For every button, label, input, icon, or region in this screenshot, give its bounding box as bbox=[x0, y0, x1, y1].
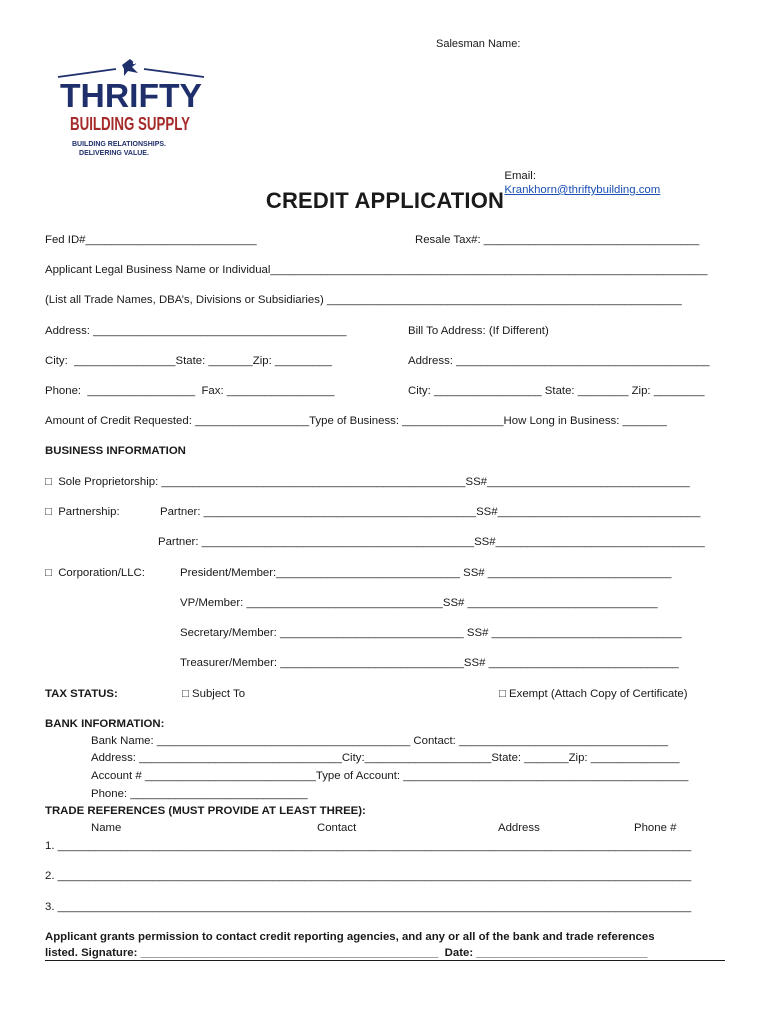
salesman-name-label: Salesman Name: bbox=[436, 38, 521, 50]
svg-text:BUILDING RELATIONSHIPS.: BUILDING RELATIONSHIPS. bbox=[72, 141, 166, 148]
resale-tax-field[interactable]: Resale Tax#: __________________________________ bbox=[415, 234, 700, 246]
page-title: CREDIT APPLICATION bbox=[265, 188, 505, 213]
trade-reference-3[interactable]: 3. ____________________________________________________________________________________________________ bbox=[45, 901, 692, 913]
column-contact-label: Contact bbox=[317, 822, 357, 834]
permission-text: Applicant grants permission to contact credit reporting agencies, and any or all of the bank and trade references bbox=[45, 931, 655, 943]
business-info-heading: BUSINESS INFORMATION bbox=[45, 445, 186, 457]
secretary-field[interactable]: Secretary/Member: _____________________________ SS# ______________________________ bbox=[180, 627, 682, 639]
sole-proprietorship-checkbox[interactable]: □ Sole Proprietorship: ________________________________________________SS#________________________________ bbox=[45, 476, 690, 488]
trade-names-field[interactable]: (List all Trade Names, DBA’s, Divisions or Subsidiaries) ________________________________________________________ bbox=[45, 294, 682, 306]
bank-info-heading: BANK INFORMATION: bbox=[45, 718, 165, 730]
bank-phone-field[interactable]: Phone: ____________________________ bbox=[91, 788, 308, 800]
email-label: Email: bbox=[504, 170, 536, 182]
column-name-label: Name bbox=[91, 822, 122, 834]
fed-id-field[interactable]: Fed ID#___________________________ bbox=[45, 234, 257, 246]
phone-fax-field[interactable]: Phone: _________________ Fax: _________________ bbox=[45, 385, 335, 397]
treasurer-field[interactable]: Treasurer/Member: _____________________________SS# ______________________________ bbox=[180, 657, 679, 669]
column-phone-label: Phone # bbox=[634, 822, 677, 834]
bottom-divider bbox=[45, 960, 725, 961]
legal-name-field[interactable]: Applicant Legal Business Name or Individual_____________________________________________________________________ bbox=[45, 264, 708, 276]
trade-references-heading: TRADE REFERENCES (MUST PROVIDE AT LEAST THREE): bbox=[45, 805, 366, 817]
partnership-checkbox[interactable]: □ Partnership: bbox=[45, 506, 120, 518]
bird-icon bbox=[122, 59, 138, 76]
bill-to-address-field[interactable]: Address: ________________________________________ bbox=[408, 355, 710, 367]
bill-to-label: Bill To Address: (If Different) bbox=[408, 325, 549, 337]
partner-2-field[interactable]: Partner: ___________________________________________SS#_________________________________ bbox=[158, 536, 705, 548]
exempt-checkbox[interactable]: □ Exempt (Attach Copy of Certificate) bbox=[499, 688, 688, 700]
credit-requested-field[interactable]: Amount of Credit Requested: __________________Type of Business: ________________How Long in Business: _______ bbox=[45, 415, 667, 427]
svg-text:DELIVERING VALUE.: DELIVERING VALUE. bbox=[79, 150, 149, 157]
bank-address-field[interactable]: Address: ________________________________City:____________________State: _______Zip: ______________ bbox=[91, 752, 680, 764]
svg-text:BUILDING SUPPLY: BUILDING SUPPLY bbox=[70, 114, 190, 134]
bank-name-field[interactable]: Bank Name: ________________________________________ Contact: _________________________________ bbox=[91, 735, 669, 747]
vp-field[interactable]: VP/Member: _______________________________SS# ______________________________ bbox=[180, 597, 658, 609]
corporation-checkbox[interactable]: □ Corporation/LLC: bbox=[45, 567, 145, 579]
trade-reference-2[interactable]: 2. ____________________________________________________________________________________________________ bbox=[45, 870, 692, 882]
email-link[interactable]: Krankhorn@thriftybuilding.com bbox=[504, 184, 661, 196]
svg-text:THRIFTY: THRIFTY bbox=[60, 77, 202, 114]
signature-date-field[interactable]: listed. Signature: _______________________________________________ Date: ___________________________ bbox=[45, 947, 648, 959]
tax-status-label: TAX STATUS: bbox=[45, 688, 118, 700]
address-field[interactable]: Address: ________________________________________ bbox=[45, 325, 347, 337]
bank-account-field[interactable]: Account # ___________________________Type of Account: _____________________________________________ bbox=[91, 770, 689, 782]
president-field[interactable]: President/Member:_____________________________ SS# _____________________________ bbox=[180, 567, 672, 579]
thrifty-logo bbox=[52, 55, 212, 165]
city-field[interactable]: City: ________________State: _______Zip: _________ bbox=[45, 355, 332, 367]
column-address-label: Address bbox=[498, 822, 540, 834]
subject-to-checkbox[interactable]: □ Subject To bbox=[182, 688, 246, 700]
bill-to-city-field[interactable]: City: _________________ State: ________ Zip: ________ bbox=[408, 385, 705, 397]
partner-1-field[interactable]: Partner: ___________________________________________SS#________________________________ bbox=[160, 506, 701, 518]
trade-reference-1[interactable]: 1. ____________________________________________________________________________________________________ bbox=[45, 840, 692, 852]
